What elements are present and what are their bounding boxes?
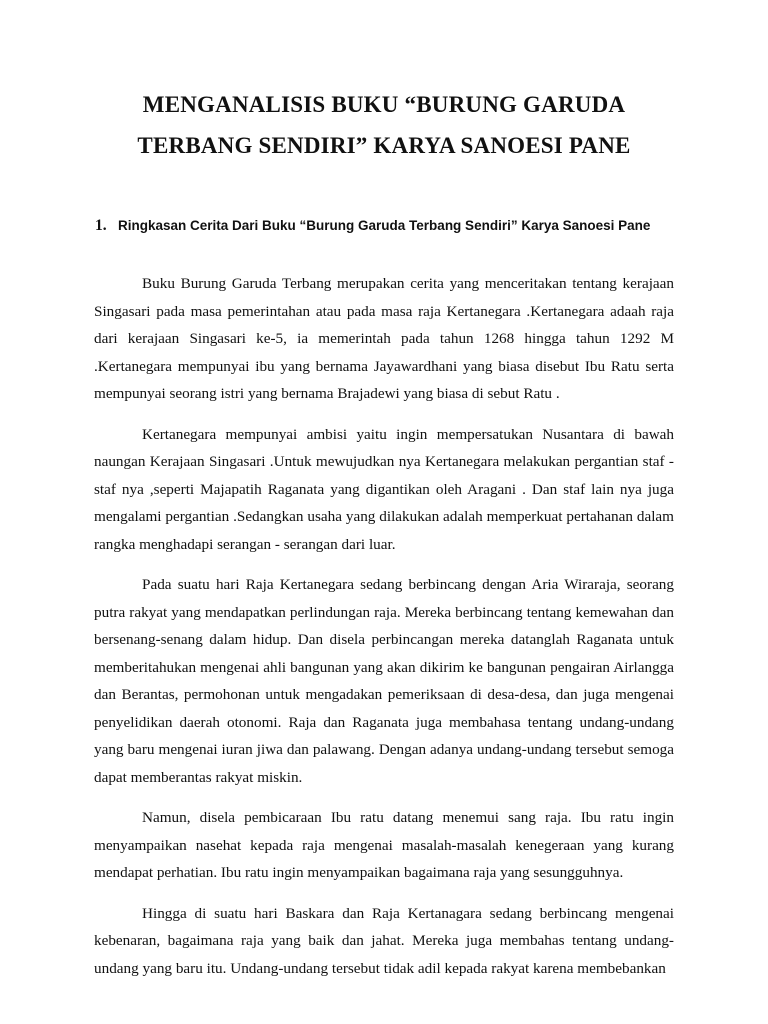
- paragraph-5: Hingga di suatu hari Baskara dan Raja Kertanagara sedang berbincang mengenai kebenaran, bagaimana raja yang baik dan jahat. Mereka juga membahas tentang undang-undang yang baru itu. Undang-undang tersebut tidak adil kepada rakyat karena membebankan: [94, 904, 674, 977]
- section-heading: Ringkasan Cerita Dari Buku “Burung Garuda Terbang Sendiri” Karya Sanoesi Pane: [118, 218, 651, 233]
- paragraph-4: Namun, disela pembicaraan Ibu ratu datang menemui sang raja. Ibu ratu ingin menyampaikan nasehat kepada raja mengenai masalah-masalah kenegeraan yang kurang mendapat perhatian. Ibu ratu ingin menyampaikan bagaimana raja yang sesungguhnya.: [94, 809, 674, 881]
- section-header: [95, 212, 675, 240]
- title-line-2: TERBANG SENDIRI” KARYA SANOESI PANE: [137, 133, 631, 158]
- section-number: 1.: [95, 217, 107, 234]
- paragraph-1: Buku Burung Garuda Terbang merupakan cerita yang menceritakan tentang kerajaan Singasari pada masa pemerintahan atau pada masa raja Kertanegara .Kertanegara adaah raja dari kerajaan Singasari ke-5, ia memerintah pada tahun 1268 hingga tahun 1292 M .Kertanegara mempunyai ibu yang bernama Jayawardhani yang biasa disebut Ibu Ratu serta mempunyai seorang istri yang bernama Brajadewi yang biasa di sebut Ratu .: [94, 275, 674, 402]
- paragraph-2: Kertanegara mempunyai ambisi yaitu ingin mempersatukan Nusantara di bawah naungan Kerajaan Singasari .Untuk mewujudkan nya Kertanegara melakukan pergantian staf - staf nya ,seperti Majapatih Raganata yang digantikan oleh Aragani . Dan staf lain nya juga mengalami pergantian .Sedangkan usaha yang dilakukan adalah memperkuat pertahanan dalam rangka menghadapi serangan - serangan dari luar.: [94, 425, 674, 553]
- document-title: [60, 84, 708, 166]
- title-line-1: MENGANALISIS BUKU “BURUNG GARUDA: [142, 92, 626, 117]
- paragraph-3: Pada suatu hari Raja Kertanegara sedang berbincang dengan Aria Wiraraja, seorang putra rakyat yang mendapatkan perlindungan raja. Mereka berbincang tentang kemewahan dan bersenang-senang dalam hidup. Dan disela perbincangan mereka datanglah Raganata untuk memberitahukan mengenai ahli bangunan yang akan dikirim ke bangunan pengairan Airlangga dan Berantas, permohonan untuk mengadakan pemeriksaan di desa-desa, dan juga mengenai penyelidikan daerah otonomi. Raja dan Raganata juga membahasa tentang undang-undang yang baru mengenai iuran jiwa dan palawang. Dengan adanya undang-undang tersebut semoga dapat memberantas rakyat miskin.: [94, 576, 674, 786]
- body-text: [94, 270, 674, 995]
